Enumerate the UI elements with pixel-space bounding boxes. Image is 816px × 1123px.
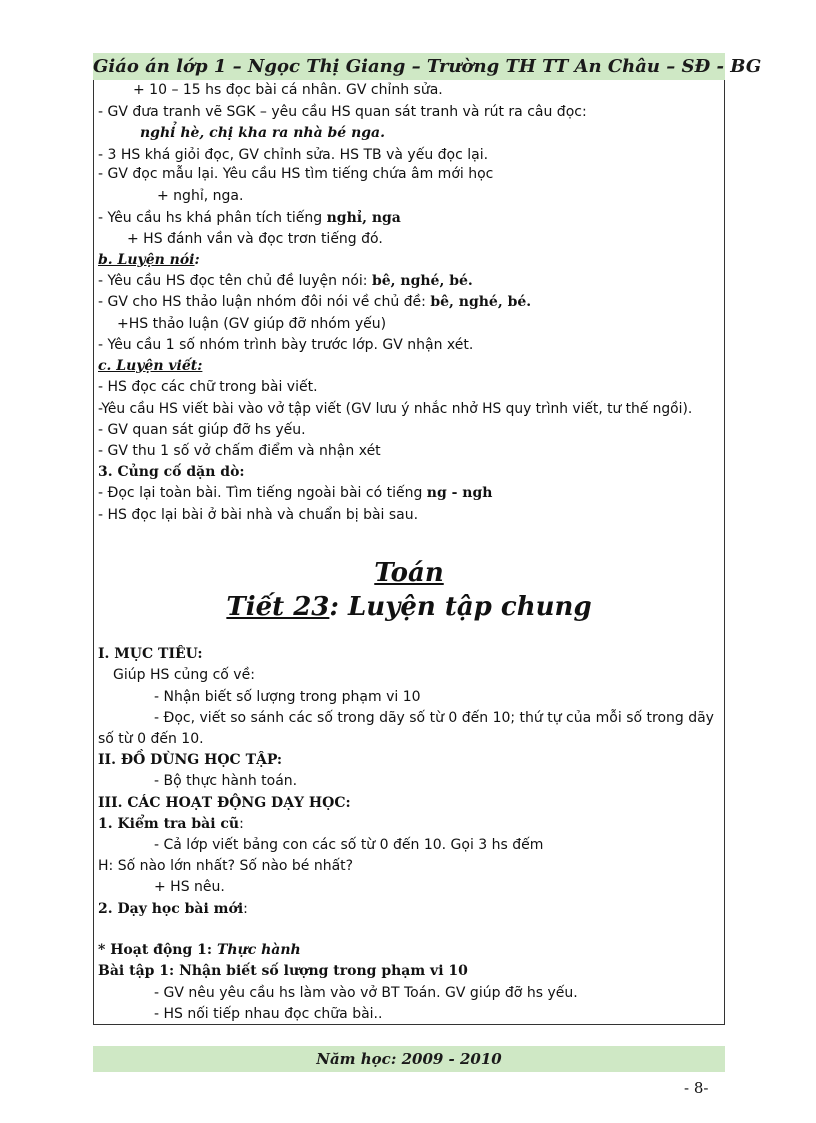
lesson-title: Tiết 23: Luyện tập chung [226, 592, 592, 622]
text-line: Giúp HS củng cố về: [113, 667, 255, 683]
text-line: - Bộ thực hành toán. [154, 773, 298, 789]
text-line: - Cả lớp viết bảng con các số từ 0 đến 10. Gọi 3 hs đếm [154, 837, 544, 853]
text-line: - 3 HS khá giỏi đọc, GV chỉnh sửa. HS TB và yếu đọc lại. [98, 147, 489, 163]
text-line: + nghỉ, nga. [157, 188, 244, 204]
text-line: -Yêu cầu HS viết bài vào vở tập viết (GV lưu ý nhắc nhở HS quy trình viết, tư thế ngồi). [98, 401, 693, 417]
page-number: - 8- [684, 1079, 709, 1097]
text-line: - Đọc lại toàn bài. Tìm tiếng ngoài bài có tiếng ng - ngh [98, 485, 493, 501]
section-heading: * Hoạt động 1: Thực hành [98, 942, 301, 958]
text-line: - Đọc, viết so sánh các số trong dãy số từ 0 đến 10; thứ tự của mỗi số trong dãy [154, 710, 714, 726]
text-line: - GV đọc mẫu lại. Yêu cầu HS tìm tiếng chứa âm mới học [98, 166, 494, 182]
text-line: - Yêu cầu hs khá phân tích tiếng nghỉ, nga [98, 210, 401, 226]
text-line: - HS đọc lại bài ở bài nhà và chuẩn bị bài sau. [98, 507, 419, 523]
page-footer: Năm học: 2009 - 2010 [93, 1046, 725, 1072]
section-heading: 1. Kiểm tra bài cũ: [98, 816, 244, 832]
text-line: + 10 – 15 hs đọc bài cá nhân. GV chỉnh sửa. [133, 82, 443, 98]
text-line: +HS thảo luận (GV giúp đỡ nhóm yếu) [117, 316, 387, 332]
text-line: nghỉ hè, chị kha ra nhà bé nga. [140, 125, 385, 141]
text-line: số từ 0 đến 10. [98, 731, 204, 747]
text-line: - GV cho HS thảo luận nhóm đôi nói về chủ đề: bê, nghé, bé. [98, 294, 532, 310]
text-line: + HS nêu. [154, 879, 225, 895]
text-line: - Yêu cầu 1 số nhóm trình bày trước lớp. GV nhận xét. [98, 337, 474, 353]
section-heading: b. Luyện nói: [98, 252, 200, 268]
section-heading: II. ĐỒ DÙNG HỌC TẬP: [98, 752, 283, 768]
section-heading: Bài tập 1: Nhận biết số lượng trong phạm vi 10 [98, 963, 468, 979]
text-line: H: Số nào lớn nhất? Số nào bé nhất? [98, 858, 354, 874]
text-line: - HS đọc các chữ trong bài viết. [98, 379, 318, 395]
section-heading: 2. Dạy học bài mới: [98, 901, 248, 917]
text-line: - Nhận biết số lượng trong phạm vi 10 [154, 689, 421, 705]
section-heading: I. MỤC TIÊU: [98, 646, 203, 662]
text-line: - Yêu cầu HS đọc tên chủ đề luyện nói: bê, nghé, bé. [98, 273, 473, 289]
text-line: - HS nối tiếp nhau đọc chữa bài.. [154, 1006, 383, 1022]
section-heading: III. CÁC HOẠT ĐỘNG DẠY HỌC: [98, 795, 351, 811]
text-line: - GV nêu yêu cầu hs làm vào vở BT Toán. GV giúp đỡ hs yếu. [154, 985, 578, 1001]
subject-title: Toán [374, 558, 444, 588]
section-heading: c. Luyện viết: [98, 358, 203, 374]
text-line: - GV thu 1 số vở chấm điểm và nhận xét [98, 443, 381, 459]
text-line: + HS đánh vần và đọc trơn tiếng đó. [127, 231, 383, 247]
section-heading: 3. Củng cố dặn dò: [98, 464, 245, 480]
text-line: - GV đưa tranh vẽ SGK – yêu cầu HS quan sát tranh và rút ra câu đọc: [98, 104, 587, 120]
text-line: - GV quan sát giúp đỡ hs yếu. [98, 422, 306, 438]
page-header: Giáo án lớp 1 – Ngọc Thị Giang – Trường TH TT An Châu – SĐ - BG [93, 53, 725, 80]
